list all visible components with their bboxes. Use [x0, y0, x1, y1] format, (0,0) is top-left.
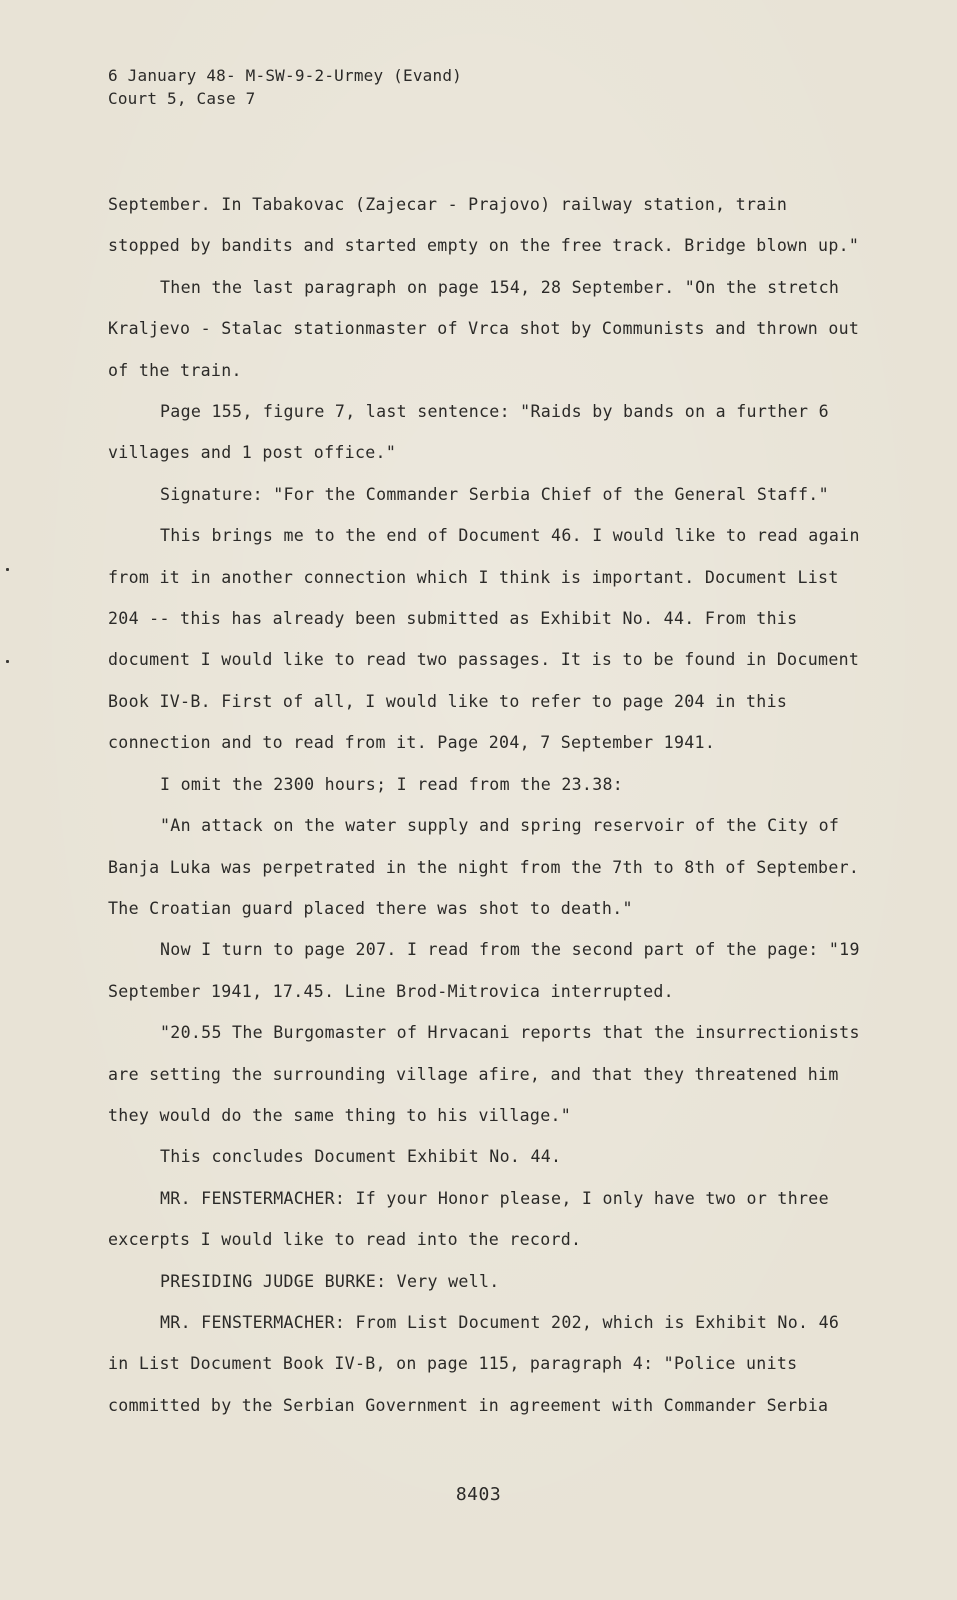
- paragraph: I omit the 2300 hours; I read from the 23.38:: [160, 774, 624, 794]
- paragraph: "An attack on the water supply and spring reservoir of the City of Banja Luka was perpetrated in the night from the 7th to 8th of September. The Croatian guard placed there was shot to death.": [108, 816, 860, 918]
- paragraph: This brings me to the end of Document 46. I would like to read again from it in another connection which I think is important. Document List 204 -- this has already been submitted as Exhibit No. 44. From this document I would like to read two passages. It is to be found in Document Book IV-B. First of all, I would like to refer to page 204 in this connection and to read from it. Page 204, 7 September 1941.: [108, 526, 860, 753]
- paragraph: Now I turn to page 207. I read from the second part of the page: "19 September 1941, 17.45. Line Brod-Mitrovica interrupted.: [108, 940, 860, 1001]
- paragraph: Then the last paragraph on page 154, 28 September. "On the stretch Kraljevo - Stalac stationmaster of Vrca shot by Communists and thrown out of the train.: [108, 277, 860, 380]
- binding-mark: [6, 660, 9, 663]
- header-line-1: 6 January 48- M-SW-9-2-Urmey (Evand): [108, 66, 462, 85]
- paragraph: MR. FENSTERMACHER: From List Document 202, which is Exhibit No. 46 in List Document Book IV-B, on page 115, paragraph 4: "Police units committed by the Serbian Government in agreement with Commander Serbia: [108, 1312, 840, 1415]
- paragraph: MR. FENSTERMACHER: If your Honor please, I only have two or three excerpts I would like to read into the record.: [108, 1188, 829, 1250]
- document-header: [108, 64, 462, 110]
- header-line-2: Court 5, Case 7: [108, 89, 256, 108]
- paragraph: PRESIDING JUDGE BURKE: Very well.: [160, 1271, 500, 1291]
- paragraph: "20.55 The Burgomaster of Hrvacani reports that the insurrectionists are setting the surrounding village afire, and that they threatened him they would do the same thing to his village.": [108, 1023, 860, 1125]
- paragraph: Signature: "For the Commander Serbia Chief of the General Staff.": [160, 484, 829, 504]
- page-number: 8403: [455, 1484, 502, 1505]
- paragraph: September. In Tabakovac (Zajecar - Prajovo) railway station, train stopped by bandits and started empty on the free track. Bridge blown up.": [108, 195, 860, 256]
- paragraph: This concludes Document Exhibit No. 44.: [160, 1147, 562, 1167]
- transcript-body: [108, 184, 868, 1426]
- binding-mark: [6, 568, 9, 571]
- paragraph: Page 155, figure 7, last sentence: "Raids by bands on a further 6 villages and 1 post office.": [108, 402, 829, 463]
